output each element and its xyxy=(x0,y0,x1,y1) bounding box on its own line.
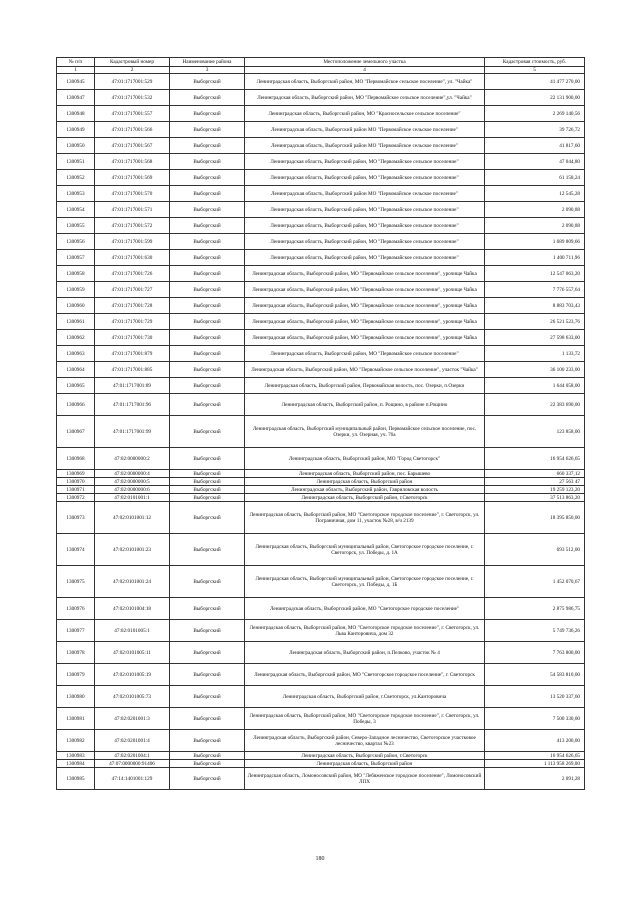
row-location: Ленинградская область, Выборгский район xyxy=(245,760,485,768)
row-cadastral-number: 47:01:1717001:572 xyxy=(95,218,170,234)
table-row xyxy=(57,494,585,502)
table-row xyxy=(57,566,585,598)
row-district: Выборгский xyxy=(170,664,245,686)
row-value: 39 726,72 xyxy=(485,122,585,138)
table-row xyxy=(57,330,585,346)
table-row xyxy=(57,620,585,642)
row-location: Ленинградская область, Выборгский район, МО "Первомайское сельское поселение", урочище Чайка xyxy=(245,266,485,282)
row-index: 1300983 xyxy=(57,752,95,760)
row-cadastral-number: 47:01:1717001:568 xyxy=(95,154,170,170)
table-row xyxy=(57,752,585,760)
table-row xyxy=(57,282,585,298)
row-value: 41 817,60 xyxy=(485,138,585,154)
row-location: Ленинградская область, Выборгский район, МО "Первомайское сельское поселение" xyxy=(245,170,485,186)
row-index: 1300951 xyxy=(57,154,95,170)
row-index: 1300953 xyxy=(57,186,95,202)
row-cadastral-number: 47:07:0000000:91406 xyxy=(95,760,170,768)
row-index: 1300970 xyxy=(57,478,95,486)
row-value: 7 763 800,00 xyxy=(485,642,585,664)
row-district: Выборгский xyxy=(170,478,245,486)
row-district: Выборгский xyxy=(170,106,245,122)
header-location: Местоположение земельного участка xyxy=(245,58,485,67)
row-value: 19 259 123,20 xyxy=(485,486,585,494)
row-cadastral-number: 47:01:1717001:89 xyxy=(95,378,170,394)
row-cadastral-number: 47:01:1717001:96 xyxy=(95,394,170,416)
row-value: 37 513 863,20 xyxy=(485,494,585,502)
row-index: 1300968 xyxy=(57,448,95,470)
row-location: Ленинградская область, Выборгский район, МО "Первомайское сельское поселение" xyxy=(245,346,485,362)
row-index: 1300954 xyxy=(57,202,95,218)
row-value: 693 512,00 xyxy=(485,534,585,566)
table-row xyxy=(57,378,585,394)
page-number: 180 xyxy=(315,856,325,862)
table-row xyxy=(57,686,585,708)
row-district: Выборгский xyxy=(170,598,245,620)
row-district: Выборгский xyxy=(170,448,245,470)
row-value: 123 858,00 xyxy=(485,416,585,448)
row-location: Ленинградская область, Выборгский район, г.Светогорск xyxy=(245,494,485,502)
row-value: 1 113 958 269,00 xyxy=(485,760,585,768)
row-location: Ленинградская область, Выборгский район, МО "Первомайское сельское поселение" xyxy=(245,218,485,234)
row-cadastral-number: 47:01:1717001:885 xyxy=(95,362,170,378)
row-district: Выборгский xyxy=(170,730,245,752)
table-row xyxy=(57,768,585,790)
row-cadastral-number: 47:01:1717001:630 xyxy=(95,250,170,266)
row-cadastral-number: 47:01:1717001:529 xyxy=(95,74,170,90)
row-index: 1300977 xyxy=(57,620,95,642)
row-district: Выборгский xyxy=(170,314,245,330)
row-district: Выборгский xyxy=(170,566,245,598)
row-cadastral-number: 47:01:1717001:569 xyxy=(95,170,170,186)
row-location: Ленинградская область, Выборгский муниципальный район, Первомайское сельское поселение, пос. Озерки, ул. Озерная, уч. 76а xyxy=(245,416,485,448)
row-value: 1 689 809,66 xyxy=(485,234,585,250)
row-cadastral-number: 47:02:0101001:12 xyxy=(95,502,170,534)
row-index: 1300960 xyxy=(57,298,95,314)
row-district: Выборгский xyxy=(170,494,245,502)
table-body xyxy=(57,74,585,790)
table-row xyxy=(57,202,585,218)
row-district: Выборгский xyxy=(170,686,245,708)
row-value: 16 954 626,65 xyxy=(485,752,585,760)
row-district: Выборгский xyxy=(170,90,245,106)
table-row xyxy=(57,598,585,620)
row-location: Ленинградская область, Выборгский район, Гавриловская волость xyxy=(245,486,485,494)
row-cadastral-number: 47:01:1717001:729 xyxy=(95,314,170,330)
row-cadastral-number: 47:01:1717001:557 xyxy=(95,106,170,122)
row-value: 2 090,88 xyxy=(485,218,585,234)
row-cadastral-number: 47:01:1717001:571 xyxy=(95,202,170,218)
row-value: 47 044,80 xyxy=(485,154,585,170)
row-value: 27 598 633,00 xyxy=(485,330,585,346)
row-cadastral-number: 47:02:0101005:1 xyxy=(95,620,170,642)
row-cadastral-number: 47:02:0201001:3 xyxy=(95,708,170,730)
row-district: Выборгский xyxy=(170,486,245,494)
row-location: Ленинградская область, Выборгский район, МО "Первомайское сельское поселение" xyxy=(245,234,485,250)
row-index: 1300971 xyxy=(57,486,95,494)
row-value: 1 133,72 xyxy=(485,346,585,362)
row-index: 1300955 xyxy=(57,218,95,234)
row-index: 1300984 xyxy=(57,760,95,768)
row-index: 1300959 xyxy=(57,282,95,298)
table-row xyxy=(57,664,585,686)
row-location: Ленинградская область, Выборгский район МО "Первомайское сельское поселение" xyxy=(245,138,485,154)
row-cadastral-number: 47:01:1717001:566 xyxy=(95,122,170,138)
row-district: Выборгский xyxy=(170,760,245,768)
row-location: Ленинградская область, Выборгский муниципальный район, Светогорское городское поселение, г. Светогорск, ул. Победы, д. 1А xyxy=(245,534,485,566)
row-location: Ленинградская область, Выборгский район, МО "Светогорское городское поселение", г. Светогорск xyxy=(245,664,485,686)
row-value: 36 100 233,00 xyxy=(485,362,585,378)
row-location: Ленинградская область, Выборгский район, МО "Первомайское сельское поселение", урочище Чайка xyxy=(245,330,485,346)
row-district: Выборгский xyxy=(170,346,245,362)
row-district: Выборгский xyxy=(170,74,245,90)
row-index: 1300964 xyxy=(57,362,95,378)
header-cadastral-number: Кадастровый номер xyxy=(95,58,170,67)
row-district: Выборгский xyxy=(170,282,245,298)
table-row xyxy=(57,314,585,330)
row-value: 12 547 063,20 xyxy=(485,266,585,282)
column-number: 3 xyxy=(170,67,245,74)
row-cadastral-number: 47:02:0201001:4 xyxy=(95,730,170,752)
row-location: Ленинградская область, Ломоносовский район, МО "Лебяженское городское поселение", Ломоносовский ЛПХ xyxy=(245,768,485,790)
row-district: Выборгский xyxy=(170,298,245,314)
table-row xyxy=(57,186,585,202)
row-cadastral-number: 47:02:0101005:11 xyxy=(95,642,170,664)
table-row xyxy=(57,502,585,534)
row-district: Выборгский xyxy=(170,170,245,186)
row-index: 1300952 xyxy=(57,170,95,186)
row-district: Выборгский xyxy=(170,234,245,250)
row-cadastral-number: 47:02:0000000:2 xyxy=(95,448,170,470)
row-index: 1300945 xyxy=(57,74,95,90)
row-index: 1300962 xyxy=(57,330,95,346)
row-location: Ленинградская область, Выборгский район, г.Светогорск xyxy=(245,752,485,760)
row-index: 1300973 xyxy=(57,502,95,534)
row-index: 1300961 xyxy=(57,314,95,330)
row-location: Ленинградская область, Выборгский район, Первомайская волость, пос. Озерки, п.Озерки xyxy=(245,378,485,394)
table-row xyxy=(57,106,585,122)
row-cadastral-number: 47:02:0101005:19 xyxy=(95,664,170,686)
row-location: Ленинградская область, Выборгский район, п.Пелково, участок № 4 xyxy=(245,642,485,664)
row-district: Выборгский xyxy=(170,620,245,642)
table-row xyxy=(57,534,585,566)
row-value: 22 383 690,00 xyxy=(485,394,585,416)
table-row xyxy=(57,170,585,186)
row-value: 61 158,24 xyxy=(485,170,585,186)
table-row xyxy=(57,90,585,106)
row-cadastral-number: 47:01:1717001:727 xyxy=(95,282,170,298)
row-index: 1300976 xyxy=(57,598,95,620)
row-location: Ленинградская область, Выборгский район, МО "Первомайское сельское поселение" xyxy=(245,154,485,170)
row-location: Ленинградская область, Выборгский муниципальный район, Светогорское городское поселение, г. Светогорск, ул. Победы, д. 1Б xyxy=(245,566,485,598)
row-value: 12 545,28 xyxy=(485,186,585,202)
row-location: Ленинградская область, Выборгский район xyxy=(245,478,485,486)
row-location: Ленинградская область, Выборгский район, МО "Светогорское городское поселение" xyxy=(245,598,485,620)
row-cadastral-number: 47:01:1717001:879 xyxy=(95,346,170,362)
column-number: 2 xyxy=(95,67,170,74)
row-value: 2 875 986,75 xyxy=(485,598,585,620)
row-index: 1300978 xyxy=(57,642,95,664)
row-value: 2 090,88 xyxy=(485,202,585,218)
table-row xyxy=(57,122,585,138)
row-district: Выборгский xyxy=(170,752,245,760)
row-location: Ленинградская область, Выборгский район, Северо-Западное лесничество, Светогорское участковое лесничество, квартал №23 xyxy=(245,730,485,752)
header-index: № п/п xyxy=(57,58,95,67)
row-cadastral-number: 47:02:0000000:4 xyxy=(95,470,170,478)
row-value: 18 395 850,00 xyxy=(485,502,585,534)
cadastral-table xyxy=(56,57,585,790)
table-row xyxy=(57,448,585,470)
table-row xyxy=(57,298,585,314)
row-district: Выборгский xyxy=(170,122,245,138)
row-district: Выборгский xyxy=(170,708,245,730)
table-row xyxy=(57,250,585,266)
row-cadastral-number: 47:02:0000000:6 xyxy=(95,486,170,494)
row-location: Ленинградская область, Выборгский район, МО "Первомайское сельское поселение", участок "Чайка" xyxy=(245,362,485,378)
row-index: 1300947 xyxy=(57,90,95,106)
row-location: Ленинградская область, Выборгский район, МО "Город Светогорск" xyxy=(245,448,485,470)
row-location: Ленинградская область, Выборгский район, МО "Светогорское городское поселение", г. Светогорск, ул. Льва Канторовича, дом 32 xyxy=(245,620,485,642)
row-district: Выборгский xyxy=(170,502,245,534)
row-district: Выборгский xyxy=(170,186,245,202)
row-value: 27 563 47 xyxy=(485,478,585,486)
row-location: Ленинградская область, Выборгский район МО "Первомайское сельское поселение" xyxy=(245,122,485,138)
row-index: 1300969 xyxy=(57,470,95,478)
table-row xyxy=(57,760,585,768)
table-row xyxy=(57,730,585,752)
row-district: Выборгский xyxy=(170,250,245,266)
row-index: 1300963 xyxy=(57,346,95,362)
table-row xyxy=(57,642,585,664)
table-row xyxy=(57,708,585,730)
table-row xyxy=(57,416,585,448)
row-cadastral-number: 47:02:0101001:23 xyxy=(95,534,170,566)
row-location: Ленинградская область, Выборгский район МО "Первомайское сельское поселение" xyxy=(245,186,485,202)
row-value: 54 583 810,00 xyxy=(485,664,585,686)
column-number: 4 xyxy=(245,67,485,74)
row-index: 1300974 xyxy=(57,534,95,566)
row-index: 1300950 xyxy=(57,138,95,154)
row-location: Ленинградская область, Выборгский район, МО "Светогорское городское поселение", г. Светогорск, ул. Победы, 3 xyxy=(245,708,485,730)
row-cadastral-number: 47:01:1717001:567 xyxy=(95,138,170,154)
row-index: 1300967 xyxy=(57,416,95,448)
row-district: Выборгский xyxy=(170,534,245,566)
table-row xyxy=(57,234,585,250)
row-location: Ленинградская область, Выборгский район, МО "Первомайское сельское поселение" xyxy=(245,250,485,266)
row-location: Ленинградская область, Выборгский район, МО "Первомайское сельское поселение" xyxy=(245,202,485,218)
row-value: 16 954 626,65 xyxy=(485,448,585,470)
row-district: Выборгский xyxy=(170,362,245,378)
row-cadastral-number: 47:01:1717001:99 xyxy=(95,416,170,448)
table-row xyxy=(57,362,585,378)
row-index: 1300956 xyxy=(57,234,95,250)
row-cadastral-number: 47:02:0101001:1 xyxy=(95,494,170,502)
row-district: Выборгский xyxy=(170,154,245,170)
header-district: Наименование района xyxy=(170,58,245,67)
table-row xyxy=(57,218,585,234)
row-index: 1300982 xyxy=(57,730,95,752)
column-number-row xyxy=(57,67,585,74)
row-index: 1300957 xyxy=(57,250,95,266)
row-district: Выборгский xyxy=(170,218,245,234)
row-district: Выборгский xyxy=(170,138,245,154)
table-row xyxy=(57,470,585,478)
row-value: 660 337,12 xyxy=(485,470,585,478)
row-index: 1300985 xyxy=(57,768,95,790)
row-index: 1300975 xyxy=(57,566,95,598)
row-district: Выборгский xyxy=(170,394,245,416)
table-row xyxy=(57,74,585,90)
row-cadastral-number: 47:01:1717001:570 xyxy=(95,186,170,202)
row-cadastral-number: 47:01:1717001:730 xyxy=(95,330,170,346)
row-value: 5 749 736,26 xyxy=(485,620,585,642)
row-location: Ленинградская область, Выборгский район, МО "Первомайское сельское поселение", урочище Чайка xyxy=(245,282,485,298)
row-value: 1 644 058,00 xyxy=(485,378,585,394)
row-district: Выборгский xyxy=(170,416,245,448)
row-district: Выборгский xyxy=(170,768,245,790)
row-value: 22 131 900,00 xyxy=(485,90,585,106)
row-location: Ленинградская область, Выборгский район, МО "Светогорское городское поселение", г. Светогорск, ул. Пограничная, дом 11, участок №28, в/ч 2139 xyxy=(245,502,485,534)
row-cadastral-number: 47:02:0101001:24 xyxy=(95,566,170,598)
row-location: Ленинградская область, Выборгский район, МО "Красносельское сельское поселение" xyxy=(245,106,485,122)
row-index: 1300949 xyxy=(57,122,95,138)
row-value: 13 520 337,60 xyxy=(485,686,585,708)
row-index: 1300979 xyxy=(57,664,95,686)
row-district: Выборгский xyxy=(170,202,245,218)
row-index: 1300981 xyxy=(57,708,95,730)
row-value: 1 400 711,96 xyxy=(485,250,585,266)
row-value: 2 091,28 xyxy=(485,768,585,790)
row-location: Ленинградская область, Выборгский район, МО "Первомайское сельское поселение", ул. "Чайка" xyxy=(245,74,485,90)
row-value: 1 452 070,67 xyxy=(485,566,585,598)
table-row xyxy=(57,478,585,486)
document-page xyxy=(56,57,584,790)
table-header-row xyxy=(57,58,585,67)
row-cadastral-number: 47:02:0201004:1 xyxy=(95,752,170,760)
row-district: Выборгский xyxy=(170,378,245,394)
table-row xyxy=(57,394,585,416)
header-value: Кадастровая стоимость, руб. xyxy=(485,58,585,67)
row-location: Ленинградская область, Выборгский район, г.Светогорск, ул.Канторовича xyxy=(245,686,485,708)
table-row xyxy=(57,154,585,170)
row-index: 1300972 xyxy=(57,494,95,502)
row-location: Ленинградская область, Выборгский район, МО "Первомайское сельское поселение", урочище Чайка xyxy=(245,314,485,330)
row-index: 1300980 xyxy=(57,686,95,708)
row-cadastral-number: 47:01:1717001:726 xyxy=(95,266,170,282)
row-value: 8 883 703,43 xyxy=(485,298,585,314)
row-cadastral-number: 47:02:0101004:18 xyxy=(95,598,170,620)
row-cadastral-number: 47:02:0101005:73 xyxy=(95,686,170,708)
row-cadastral-number: 47:02:0000000:5 xyxy=(95,478,170,486)
row-cadastral-number: 47:01:1717001:728 xyxy=(95,298,170,314)
row-value: 2 269 140,56 xyxy=(485,106,585,122)
row-district: Выборгский xyxy=(170,642,245,664)
table-row xyxy=(57,138,585,154)
row-index: 1300958 xyxy=(57,266,95,282)
row-cadastral-number: 47:01:1717001:599 xyxy=(95,234,170,250)
row-location: Ленинградская область, Выборгский район, МО "Первомайское сельское поселение",ул. "Чайка" xyxy=(245,90,485,106)
column-number: 5 xyxy=(485,67,585,74)
row-index: 1300948 xyxy=(57,106,95,122)
row-location: Ленинградская область, Выборгский район, пос. Барышево xyxy=(245,470,485,478)
row-location: Ленинградская область, Выборгский район, МО "Первомайское сельское поселение", урочище Чайка xyxy=(245,298,485,314)
row-district: Выборгский xyxy=(170,330,245,346)
row-value: 413 200,00 xyxy=(485,730,585,752)
row-location: Ленинградская область, Выборгский район, п. Рощино, в районе п.Рощино xyxy=(245,394,485,416)
column-number: 1 xyxy=(57,67,95,74)
row-cadastral-number: 47:01:1717001:532 xyxy=(95,90,170,106)
table-row xyxy=(57,486,585,494)
row-value: 7 500 330,00 xyxy=(485,708,585,730)
row-district: Выборгский xyxy=(170,470,245,478)
row-index: 1300965 xyxy=(57,378,95,394)
row-value: 7 776 557,64 xyxy=(485,282,585,298)
row-index: 1300966 xyxy=(57,394,95,416)
table-row xyxy=(57,346,585,362)
row-value: 26 521 523,76 xyxy=(485,314,585,330)
row-district: Выборгский xyxy=(170,266,245,282)
row-cadastral-number: 47:14:1401001:129 xyxy=(95,768,170,790)
row-value: 41 477 270,00 xyxy=(485,74,585,90)
table-row xyxy=(57,266,585,282)
